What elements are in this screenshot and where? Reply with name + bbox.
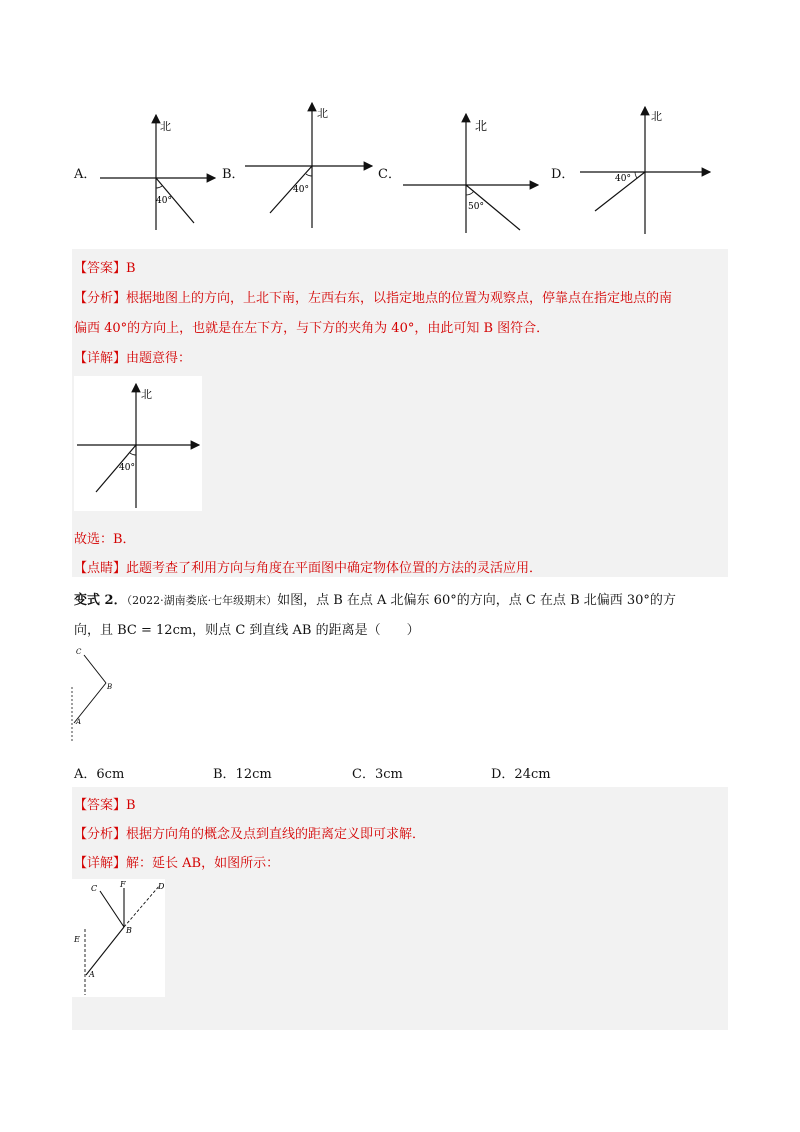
option-a-north: 北 xyxy=(160,120,171,133)
q2-analysis-tag: 【分析】 xyxy=(74,827,127,842)
q2-detail-label-d: D xyxy=(158,882,165,891)
option-c-figure xyxy=(398,108,543,238)
q2-analysis-line xyxy=(74,823,425,842)
option-a-figure xyxy=(90,105,230,235)
option-b-north: 北 xyxy=(317,107,328,120)
option-d-figure xyxy=(575,102,715,237)
q1-answer-line xyxy=(74,257,136,276)
q2-stem-line2: 向，且 BC = 12cm，则点 C 到直线 AB 的距离是（ ） xyxy=(74,623,420,638)
q1-detail-line xyxy=(74,347,191,366)
option-c-north: 北 xyxy=(475,119,488,133)
q1-comment-line xyxy=(74,557,542,576)
q1-analysis-line1 xyxy=(74,287,672,306)
q2-answer-line xyxy=(74,794,136,813)
q2-detail-figure-box xyxy=(72,879,165,997)
answer-tag: 【答案】 xyxy=(74,261,127,276)
option-d-angle: 40° xyxy=(615,174,631,184)
q2-fig-label-b: B xyxy=(107,683,113,691)
q2-detail-label-a: A xyxy=(89,970,95,979)
q2-option-a[interactable]: A．6cm xyxy=(74,767,125,782)
option-a-label: A． xyxy=(74,167,97,182)
q2-analysis-text: 根据方向角的概念及点到直线的距离定义即可求解． xyxy=(126,827,426,842)
q1-choice-line: 故选：B． xyxy=(74,532,136,547)
q2-detail-figure xyxy=(72,879,165,997)
option-d-north: 北 xyxy=(651,110,662,123)
option-b-label: B． xyxy=(222,167,245,182)
q2-option-c[interactable]: C．3cm xyxy=(352,767,403,782)
detail-fig-north: 北 xyxy=(141,388,152,401)
q2-title: 变式 2． xyxy=(74,593,127,608)
q2-detail-line xyxy=(74,852,279,871)
q2-detail-label-e: E xyxy=(74,935,80,944)
q2-fig-label-c: C xyxy=(76,648,82,656)
q2-stem-line1 xyxy=(74,589,676,608)
answer-value: B xyxy=(126,261,136,276)
detail-tag: 【详解】 xyxy=(74,351,127,366)
option-b-angle: 40° xyxy=(293,185,309,195)
option-c-label: C． xyxy=(378,167,401,182)
q1-detail-figure-box xyxy=(74,376,202,511)
analysis-tag: 【分析】 xyxy=(74,291,127,306)
option-d-label: D． xyxy=(551,167,575,182)
q2-option-d[interactable]: D．24cm xyxy=(491,767,551,782)
q2-text-1: 如图，点 B 在点 A 北偏东 60°的方向，点 C 在点 B 北偏西 30°的方 xyxy=(277,593,676,608)
option-b-figure xyxy=(240,98,380,233)
analysis-text-1: 根据地图上的方向，上北下南，左西右东，以指定地点的位置为观察点，停靠点在指定地点的南 xyxy=(126,291,673,306)
detail-fig-angle: 40° xyxy=(119,463,135,473)
q1-analysis-line2: 偏西 40°的方向上，也就是在左下方，与下方的夹角为 40°，由此可知 B 图符合． xyxy=(74,321,550,336)
q2-detail-label-c: C xyxy=(91,884,98,893)
q2-detail-tag: 【详解】 xyxy=(74,856,127,871)
detail-text: 由题意得： xyxy=(126,351,192,366)
q2-option-b[interactable]: B．12cm xyxy=(213,767,272,782)
q2-source: （2022·湖南娄底·七年级期末） xyxy=(126,594,278,607)
comment-tag: 【点睛】 xyxy=(74,561,127,576)
q2-answer-value: B xyxy=(126,798,136,813)
q2-figure xyxy=(68,645,128,745)
q2-answer-tag: 【答案】 xyxy=(74,798,127,813)
option-a-angle: 40° xyxy=(156,196,172,206)
q2-fig-label-a: A xyxy=(76,718,82,726)
q1-detail-figure xyxy=(74,376,202,511)
comment-text: 此题考查了利用方向与角度在平面图中确定物体位置的方法的灵活应用． xyxy=(126,561,543,576)
q2-detail-text: 解：延长 AB，如图所示： xyxy=(126,856,280,871)
option-c-angle: 50° xyxy=(468,202,484,212)
q2-detail-label-f: F xyxy=(120,880,126,889)
q2-detail-label-b: B xyxy=(126,926,132,935)
